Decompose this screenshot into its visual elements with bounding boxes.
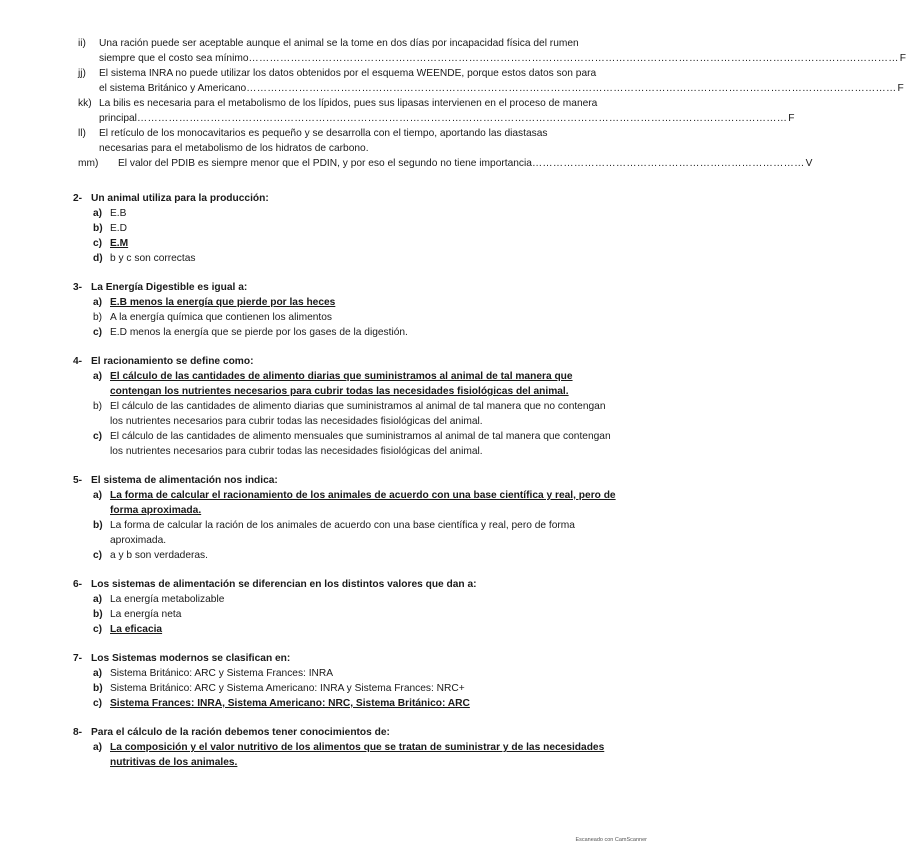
- tf-item-text: El valor del PDIB es siempre menor que el PDIN, y por eso el segundo no tiene importancia: [118, 158, 532, 169]
- question-text: La Energía Digestible es igual a:: [91, 282, 248, 293]
- tf-answer: F: [788, 113, 795, 124]
- option-letter: a): [93, 297, 103, 308]
- question: [73, 577, 618, 637]
- question: [73, 473, 618, 563]
- option: [93, 681, 618, 696]
- option-correct: [93, 236, 618, 251]
- option-letter: b): [93, 223, 103, 234]
- option-letter: a): [93, 208, 103, 219]
- option-letter: a): [93, 742, 103, 753]
- option-text: A la energía química que contienen los alimentos: [110, 312, 333, 323]
- true-false-section: [78, 36, 906, 171]
- question: [73, 354, 618, 459]
- option-letter: d): [93, 253, 103, 264]
- question-text: Los Sistemas modernos se clasifican en:: [91, 653, 291, 664]
- option-letter: b): [93, 520, 103, 531]
- option-correct: [93, 696, 618, 711]
- option-correct: [93, 295, 618, 310]
- tf-item-text: el sistema Británico y Americano: [99, 83, 247, 94]
- option: [93, 310, 618, 325]
- option-letter: c): [93, 327, 103, 338]
- option-letter: a): [93, 668, 103, 679]
- option-text: a y b son verdaderas.: [110, 550, 208, 561]
- question-number: 8-: [73, 727, 83, 738]
- question-text: El racionamiento se define como:: [91, 356, 254, 367]
- tf-item-label: ll): [78, 128, 86, 139]
- option-correct: [93, 740, 618, 770]
- option: [93, 206, 618, 221]
- option-text: La eficacia: [110, 624, 163, 635]
- option: [93, 518, 618, 548]
- question-number: 2-: [73, 193, 83, 204]
- option-letter: b): [93, 683, 103, 694]
- options-list: [73, 666, 618, 711]
- option-correct: [93, 622, 618, 637]
- option-letter: c): [93, 238, 103, 249]
- scanner-watermark: Escaneado con CamScanner: [575, 837, 647, 843]
- option-letter: c): [93, 624, 103, 635]
- option: [93, 548, 618, 563]
- tf-answer: V: [805, 158, 813, 169]
- question: [73, 725, 618, 770]
- option-text: E.D menos la energía que se pierde por los gases de la digestión.: [110, 327, 408, 338]
- multiple-choice-section: [73, 191, 618, 784]
- tf-item: mm) El valor del PDIB es siempre menor que el PDIN, y por eso el segundo no tiene importancia …………………………………………………………………… V: [78, 158, 813, 169]
- option-text: La composición y el valor nutritivo de los alimentos que se tratan de suministrar y de las necesidades nutritivas de los animales.: [110, 742, 605, 768]
- option-text: E.D: [110, 223, 127, 234]
- options-list: [73, 206, 618, 266]
- option-letter: c): [93, 550, 103, 561]
- option-letter: c): [93, 698, 103, 709]
- option: [93, 251, 618, 266]
- tf-answer: F: [897, 83, 904, 94]
- option-letter: a): [93, 594, 103, 605]
- tf-item-text: La bilis es necesaria para el metabolismo de los lípidos, pues sus lipasas intervienen en el proceso de manera: [99, 98, 598, 109]
- option-letter: a): [93, 371, 103, 382]
- option-text: El cálculo de las cantidades de alimento mensuales que suministramos al animal de tal manera que contengan los nutrientes necesarios para cubrir todas las necesidades fisiológicas del animal.: [110, 431, 611, 457]
- tf-answer: F: [899, 53, 906, 64]
- option-letter: b): [93, 401, 103, 412]
- option-letter: b): [93, 312, 103, 323]
- option-letter: a): [93, 490, 103, 501]
- question: [73, 280, 618, 340]
- tf-item: [78, 126, 614, 156]
- option-text: Sistema Británico: ARC y Sistema Frances: INRA: [110, 668, 334, 679]
- option-text: b y c son correctas: [110, 253, 196, 264]
- options-list: [73, 488, 618, 563]
- tf-item-text: siempre que el costo sea mínimo: [99, 53, 249, 64]
- question: [73, 191, 618, 266]
- tf-item-text: Una ración puede ser aceptable aunque el animal se la tome en dos días por incapacidad física del rumen: [99, 38, 579, 49]
- option-correct: [93, 488, 618, 518]
- tf-item-label: mm): [78, 158, 99, 169]
- question-text: Para el cálculo de la ración debemos tener conocimientos de:: [91, 727, 390, 738]
- option-text: La energía neta: [110, 609, 182, 620]
- question-text: Los sistemas de alimentación se diferencian en los distintos valores que dan a:: [91, 579, 477, 590]
- tf-item-label: jj): [78, 68, 86, 79]
- tf-item-text: El sistema INRA no puede utilizar los datos obtenidos por el esquema WEENDE, porque estos datos son para: [99, 68, 597, 79]
- options-list: [73, 740, 618, 770]
- question-number: 4-: [73, 356, 83, 367]
- tf-item: kk) La bilis es necesaria para el metabolismo de los lípidos, pues sus lipasas intervienen en el proceso de manera principal …………………………………………………………………………………………………………………………………………………………………… F: [78, 98, 795, 124]
- option-text: La forma de calcular la ración de los animales de acuerdo con una base científica y real, pero de forma aproximada.: [110, 520, 575, 546]
- option-letter: c): [93, 431, 103, 442]
- option: [93, 607, 618, 622]
- options-list: [73, 369, 618, 459]
- option-text: E.B: [110, 208, 127, 219]
- question-number: 7-: [73, 653, 83, 664]
- option-text: E.B menos la energía que pierde por las heces: [110, 297, 336, 308]
- option: [93, 325, 618, 340]
- question-text: Un animal utiliza para la producción:: [91, 193, 269, 204]
- options-list: [73, 592, 618, 637]
- tf-item-text: principal: [99, 113, 137, 124]
- tf-item-text: necesarias para el metabolismo de los hidratos de carbono.: [99, 143, 369, 154]
- option-letter: b): [93, 609, 103, 620]
- option: [93, 221, 618, 236]
- option: [93, 666, 618, 681]
- option: [93, 429, 618, 459]
- question-text: El sistema de alimentación nos indica:: [91, 475, 278, 486]
- option-text: Sistema Británico: ARC y Sistema Americano: INRA y Sistema Frances: NRC+: [110, 683, 465, 694]
- option-text: El cálculo de las cantidades de alimento diarias que suministramos al animal de tal manera que contengan los nutrientes necesarios para cubrir todas las necesidades fisiológicas del animal.: [110, 371, 573, 397]
- question-number: 5-: [73, 475, 83, 486]
- tf-item-label: ii): [78, 38, 86, 49]
- option-text: El cálculo de las cantidades de alimento diarias que suministramos al animal de tal manera que no contengan los nutrientes necesarios para cubrir todas las necesidades fisiológicas del animal.: [110, 401, 606, 427]
- tf-item: ii) Una ración puede ser aceptable aunque el animal se la tome en dos días por incapacidad física del rumen siempre que el costo sea mínimo …………………………………………………………………………………………………………………………………………………………………… F: [78, 38, 906, 64]
- option: [93, 592, 618, 607]
- tf-item-label: kk): [78, 98, 92, 109]
- question-number: 3-: [73, 282, 83, 293]
- option-text: E.M: [110, 238, 129, 249]
- tf-item-text: El retículo de los monocavitarios es pequeño y se desarrolla con el tiempo, aportando las diastasas: [99, 128, 548, 139]
- tf-item: jj) El sistema INRA no puede utilizar los datos obtenidos por el esquema WEENDE, porque estos datos son para el sistema Británico y Americano …………………………………………………………………………………………………………………………………………………………………… F: [78, 68, 904, 94]
- option-text: La forma de calcular el racionamiento de los animales de acuerdo con una base científica y real, pero de forma aproximada.: [110, 490, 616, 516]
- option-text: La energía metabolizable: [110, 594, 225, 605]
- option-text: Sistema Frances: INRA, Sistema Americano: NRC, Sistema Británico: ARC: [110, 698, 470, 709]
- options-list: [73, 295, 618, 340]
- question: [73, 651, 618, 711]
- question-number: 6-: [73, 579, 83, 590]
- option-correct: [93, 369, 618, 399]
- option: [93, 399, 618, 429]
